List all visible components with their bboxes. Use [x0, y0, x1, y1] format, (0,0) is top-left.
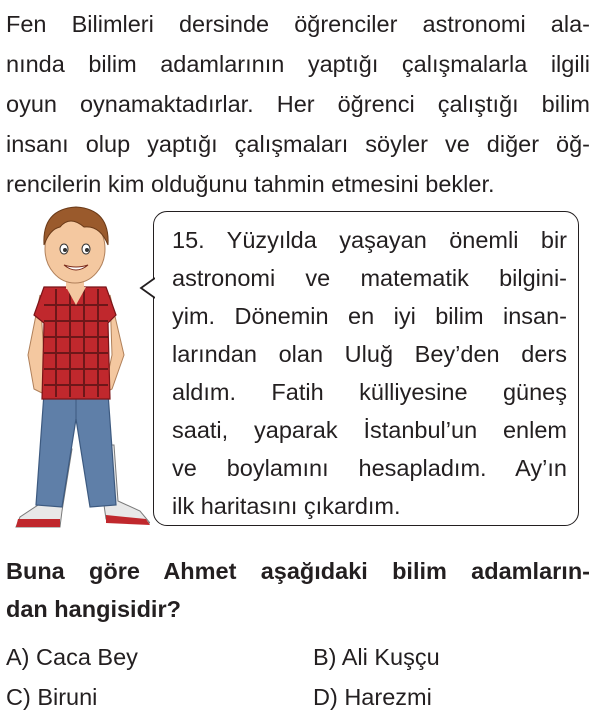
bubble-line: ve boylamını hesapladım. Ay’ın	[172, 455, 567, 481]
intro-line: nında bilim adamlarının yaptığı çalışmalarla ilgili	[6, 51, 590, 77]
question-line: dan hangisidir?	[6, 596, 181, 622]
speech-bubble-tail-icon	[138, 276, 158, 302]
bubble-line: astronomi ve matematik bilgini-	[172, 265, 567, 291]
bubble-line: ilk haritasını çıkardım.	[172, 493, 401, 519]
option-d[interactable]: D) Harezmi	[313, 684, 432, 710]
intro-line: rencilerin kim olduğunu tahmin etmesini bekler.	[6, 171, 495, 197]
option-c[interactable]: C) Biruni	[6, 684, 98, 710]
option-a[interactable]: A) Caca Bey	[6, 644, 138, 670]
intro-line: insanı olup yaptığı çalışmaları söyler ve diğer öğ-	[6, 131, 590, 157]
bubble-line: 15. Yüzyılda yaşayan önemli bir	[172, 227, 567, 253]
bubble-line: larından olan Uluğ Bey’den ders	[172, 341, 567, 367]
boy-illustration-icon	[0, 205, 150, 535]
intro-line: oyun oynamaktadırlar. Her öğrenci çalıştığı bilim	[6, 91, 590, 117]
intro-line: Fen Bilimleri dersinde öğrenciler astronomi ala-	[6, 11, 590, 37]
question-line: Buna göre Ahmet aşağıdaki bilim adamların-	[6, 558, 590, 584]
option-b[interactable]: B) Ali Kuşçu	[313, 644, 440, 670]
bubble-line: yim. Dönemin en iyi bilim insan-	[172, 303, 567, 329]
bubble-line: saati, yaparak İstanbul’un enlem	[172, 417, 567, 443]
bubble-line: aldım. Fatih külliyesine güneş	[172, 379, 567, 405]
